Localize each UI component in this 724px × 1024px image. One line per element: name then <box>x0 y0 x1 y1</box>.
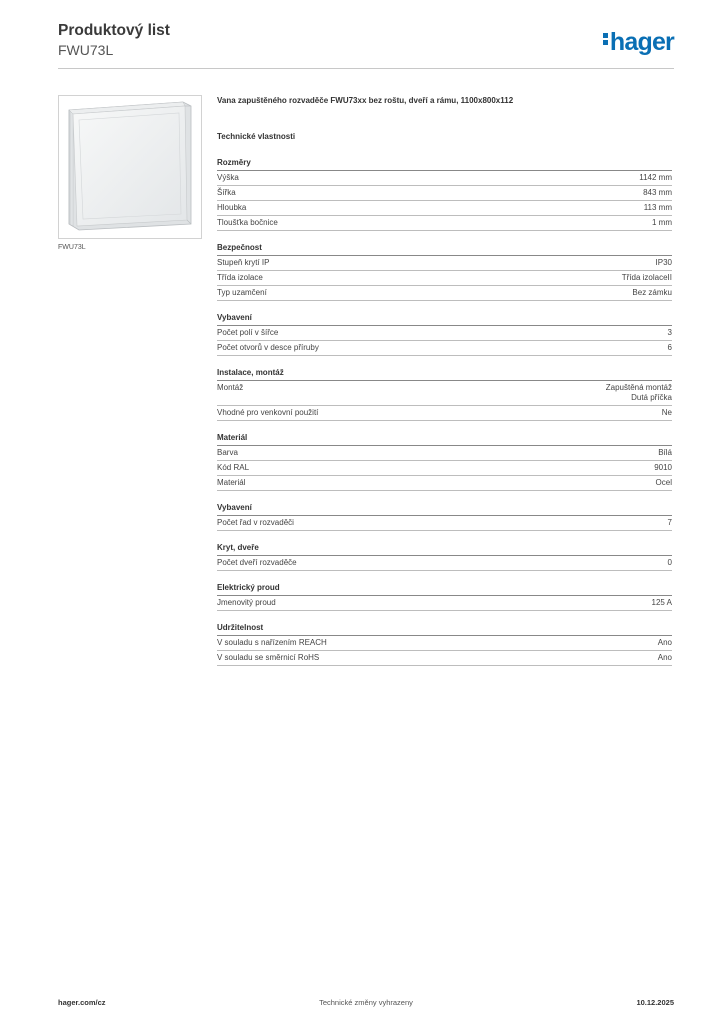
spec-label: Materiál <box>217 478 246 487</box>
spec-row <box>217 186 672 201</box>
spec-section <box>217 622 672 666</box>
spec-label: Šířka <box>217 188 236 197</box>
spec-label: Montáž <box>217 383 244 392</box>
image-caption: FWU73L <box>58 244 86 251</box>
page-footer <box>58 998 674 1012</box>
spec-row <box>217 341 672 356</box>
spec-section <box>217 312 672 356</box>
section-title: Vybavení <box>217 502 672 516</box>
footer-notice: Technické změny vyhrazeny <box>319 998 413 1007</box>
spec-label: Typ uzamčení <box>217 288 267 297</box>
spec-value <box>644 203 672 213</box>
spec-value-line: Ano <box>657 638 672 647</box>
spec-value <box>668 328 672 338</box>
spec-value <box>658 448 672 458</box>
spec-label: Počet dveří rozvaděče <box>217 558 297 567</box>
spec-label: Počet řad v rozvaděči <box>217 518 294 527</box>
spec-value <box>658 638 672 648</box>
spec-section <box>217 502 672 531</box>
spec-value-line: 7 <box>667 518 672 527</box>
document-title: Produktový list <box>58 22 170 39</box>
spec-section <box>217 582 672 611</box>
spec-label: Stupeň krytí IP <box>217 258 270 267</box>
spec-value-line: Dutá příčka <box>631 393 672 402</box>
section-title: Bezpečnost <box>217 242 672 256</box>
spec-value <box>662 408 672 418</box>
spec-row <box>217 651 672 666</box>
spec-row <box>217 256 672 271</box>
spec-section <box>217 367 672 421</box>
spec-row <box>217 461 672 476</box>
spec-row <box>217 216 672 231</box>
spec-section <box>217 542 672 571</box>
product-code: FWU73L <box>58 42 114 58</box>
spec-value <box>622 273 672 283</box>
section-title: Kryt, dveře <box>217 542 672 556</box>
spec-value <box>668 343 672 353</box>
spec-value <box>652 218 672 228</box>
spec-value-line: 843 mm <box>643 188 672 197</box>
spec-section <box>217 157 672 231</box>
spec-value-line: Ano <box>657 653 672 662</box>
spec-value-line: Ne <box>661 408 672 417</box>
spec-value-line: Ocel <box>655 478 672 487</box>
product-image <box>58 95 202 239</box>
spec-row <box>217 326 672 341</box>
spec-sections <box>217 157 672 666</box>
spec-value-line: 113 mm <box>643 203 672 212</box>
spec-label: Jmenovitý proud <box>217 598 276 607</box>
spec-row <box>217 201 672 216</box>
spec-value <box>656 478 672 488</box>
product-description: Vana zapuštěného rozvaděče FWU73xx bez roštu, dveří a rámu, 1100x800x112 <box>217 96 514 105</box>
spec-value-line: 0 <box>667 558 672 567</box>
spec-value <box>668 558 672 568</box>
spec-value-line: IP30 <box>655 258 672 267</box>
spec-label: Výška <box>217 173 239 182</box>
section-title: Udržitelnost <box>217 622 672 636</box>
spec-label: Tloušťka bočnice <box>217 218 278 227</box>
spec-value-line: 9010 <box>654 463 672 472</box>
logo-dots-icon <box>603 31 608 47</box>
spec-value-line: 125 A <box>651 598 672 607</box>
spec-row <box>217 516 672 531</box>
spec-value-line: 6 <box>667 343 672 352</box>
page-header <box>58 22 674 68</box>
hager-logo[interactable] <box>603 27 674 57</box>
spec-value-line: Bílá <box>658 448 672 457</box>
spec-value-line: 3 <box>667 328 672 337</box>
spec-row <box>217 286 672 301</box>
spec-value-line: Bez zámku <box>632 288 672 297</box>
spec-row <box>217 636 672 651</box>
spec-row <box>217 556 672 571</box>
header-divider <box>58 68 674 69</box>
spec-value <box>656 258 672 268</box>
section-title: Materiál <box>217 432 672 446</box>
spec-row <box>217 171 672 186</box>
spec-label: Hloubka <box>217 203 247 212</box>
spec-row <box>217 406 672 421</box>
spec-label: V souladu s nařízením REACH <box>217 638 327 647</box>
technical-properties-heading: Technické vlastnosti <box>217 132 296 141</box>
spec-value-line: Zapuštěná montáž <box>605 383 672 392</box>
spec-value <box>632 288 672 298</box>
spec-row <box>217 381 672 406</box>
spec-value <box>668 518 672 528</box>
spec-row <box>217 271 672 286</box>
cabinet-illustration <box>65 100 195 232</box>
spec-value-line: 1 mm <box>652 218 672 227</box>
spec-row <box>217 446 672 461</box>
spec-value-line: Třída izolaceII <box>621 273 672 282</box>
spec-label: Počet otvorů v desce příruby <box>217 343 319 352</box>
logo-text: hager <box>609 28 674 56</box>
spec-row <box>217 596 672 611</box>
section-title: Vybavení <box>217 312 672 326</box>
product-details <box>217 95 672 666</box>
spec-value <box>658 653 672 663</box>
spec-value <box>643 188 672 198</box>
section-title: Instalace, montáž <box>217 367 672 381</box>
spec-section <box>217 432 672 491</box>
spec-value <box>639 173 672 183</box>
spec-label: Počet polí v šířce <box>217 328 279 337</box>
spec-label: Barva <box>217 448 238 457</box>
spec-label: Vhodné pro venkovní použití <box>217 408 319 417</box>
footer-date: 10.12.2025 <box>636 998 674 1007</box>
spec-value <box>652 598 672 608</box>
footer-website-link[interactable]: hager.com/cz <box>58 998 106 1007</box>
spec-label: V souladu se směrnicí RoHS <box>217 653 320 662</box>
spec-value <box>654 463 672 473</box>
spec-label: Kód RAL <box>217 463 250 472</box>
section-title: Elektrický proud <box>217 582 672 596</box>
section-title: Rozměry <box>217 157 672 171</box>
spec-label: Třída izolace <box>217 273 263 282</box>
spec-section <box>217 242 672 301</box>
spec-value-line: 1142 mm <box>639 173 672 182</box>
spec-value <box>606 383 672 403</box>
spec-row <box>217 476 672 491</box>
